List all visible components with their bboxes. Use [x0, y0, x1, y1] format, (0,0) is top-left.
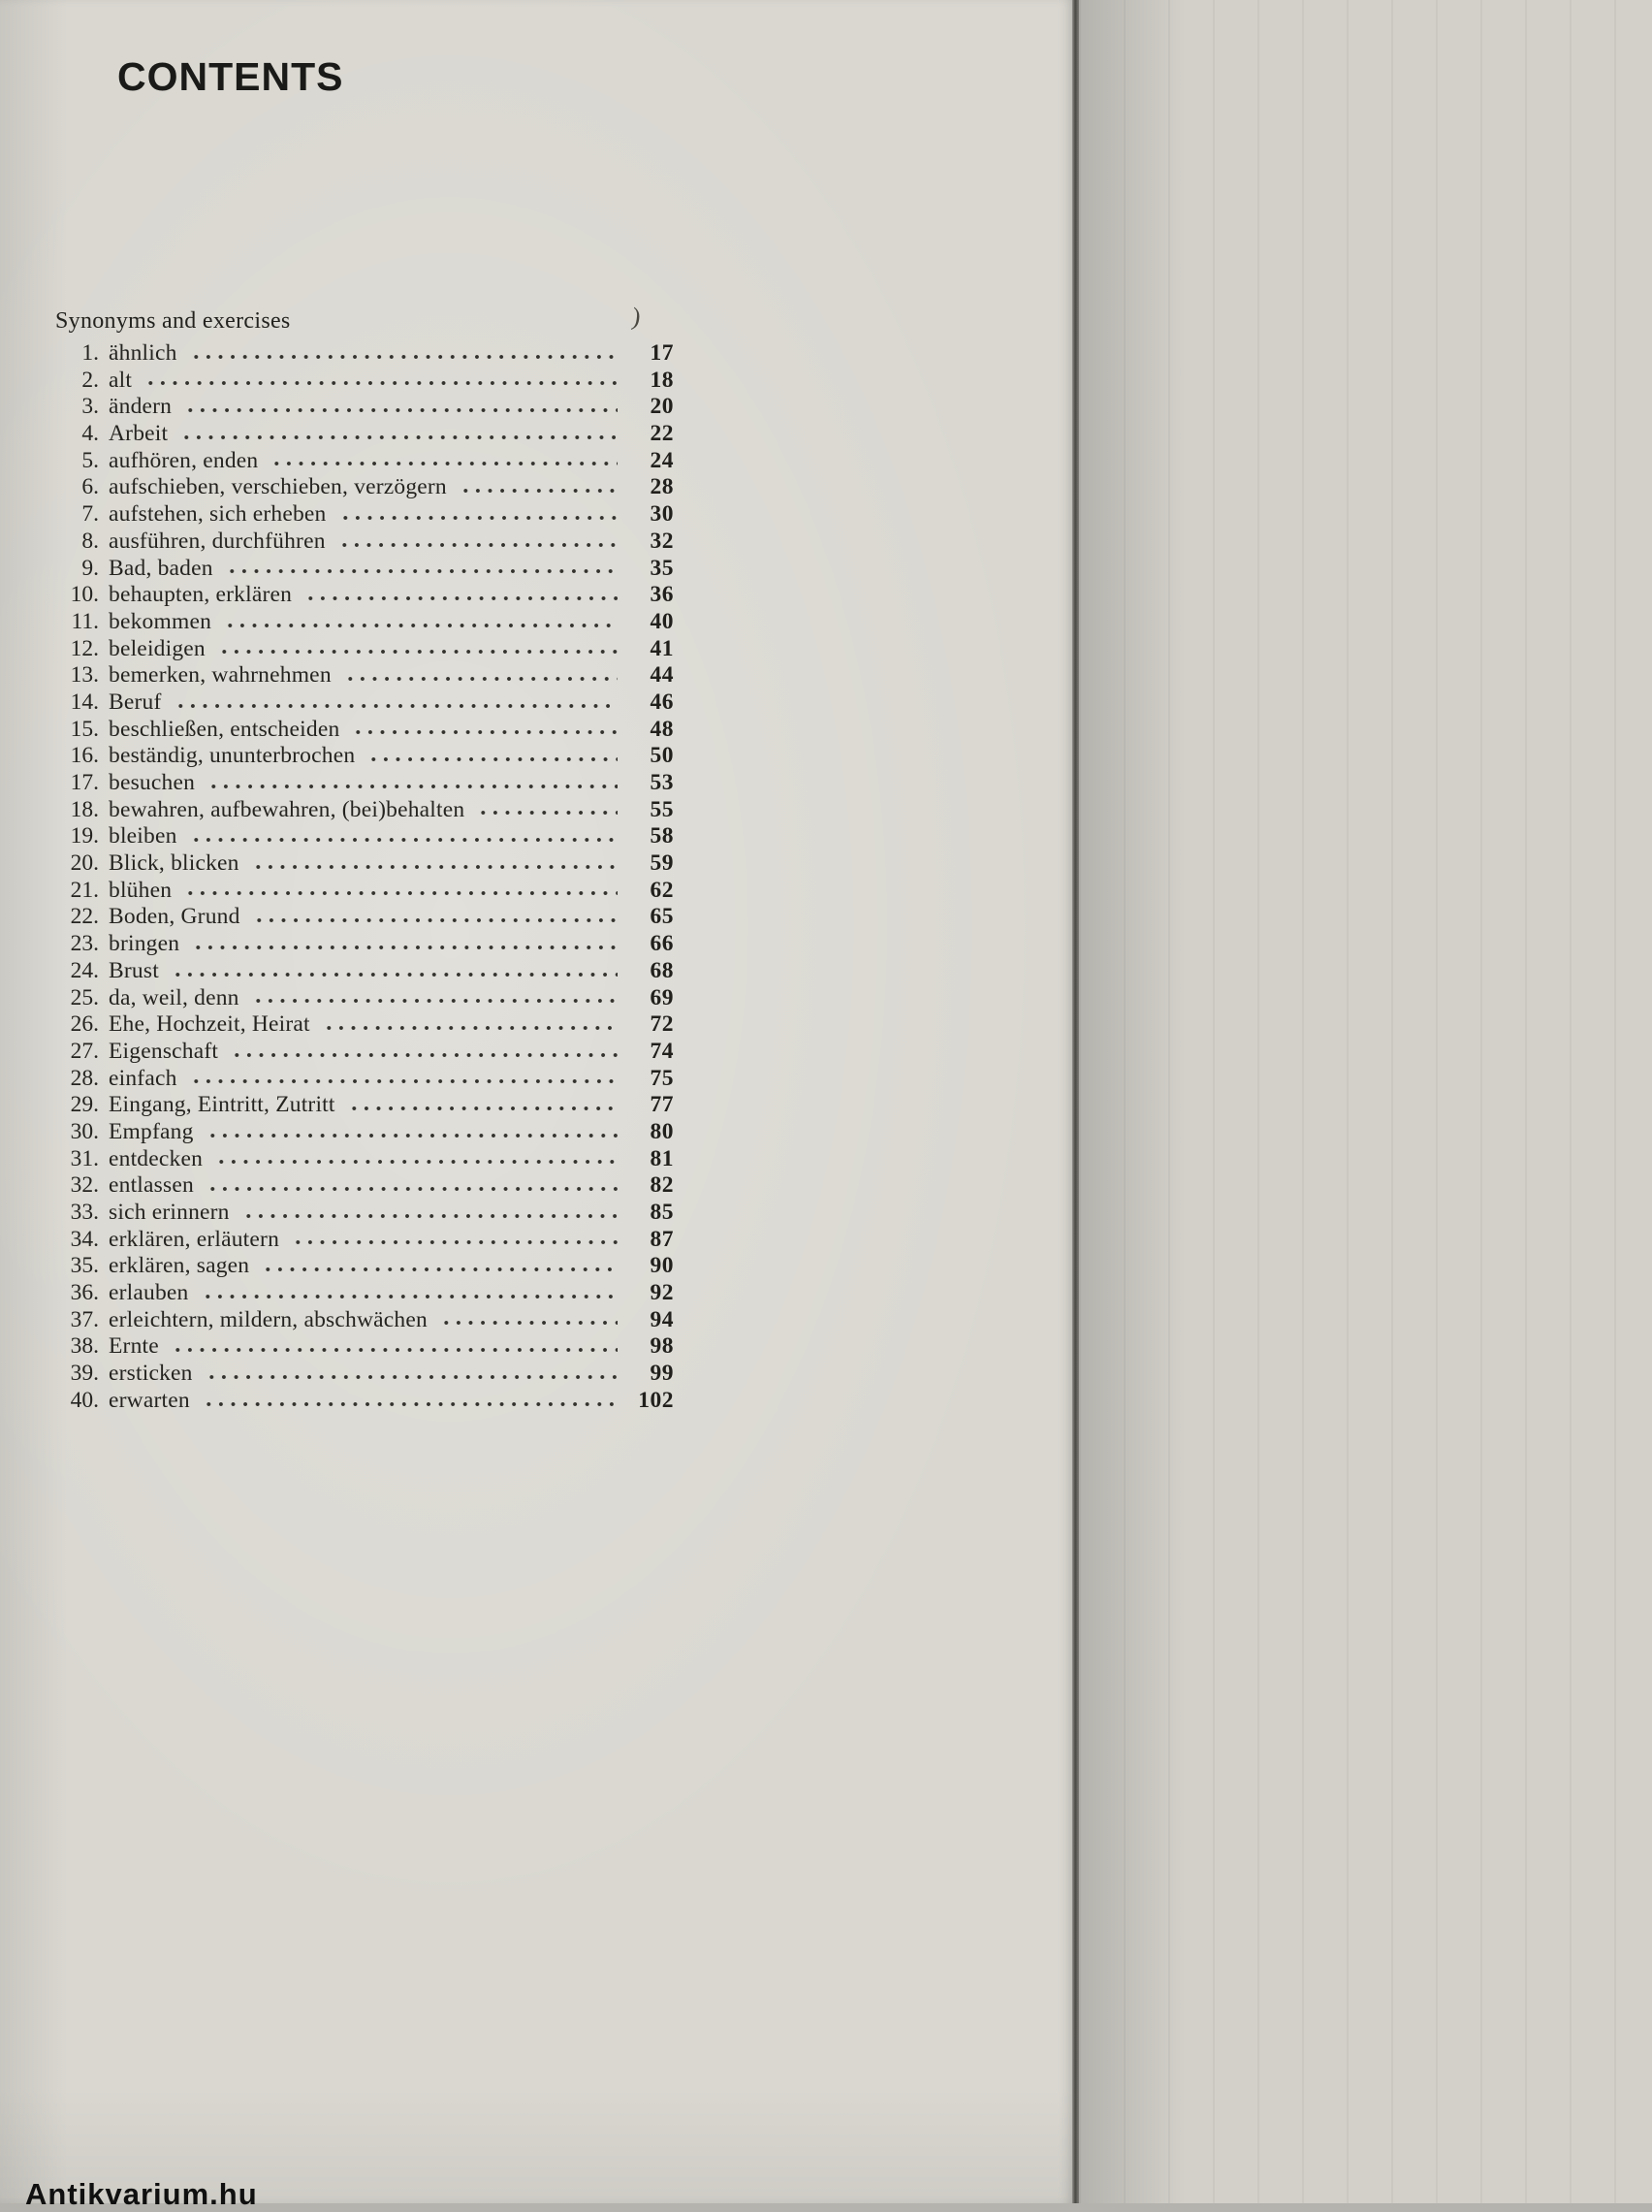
toc-item-label: Eigenschaft — [109, 1038, 219, 1064]
toc-item-page: 40 — [650, 608, 674, 634]
leader-dots — [170, 1333, 618, 1361]
toc-item-number: 21. — [70, 877, 99, 903]
toc-item-label: erwarten — [109, 1387, 190, 1413]
toc-item-page: 65 — [650, 904, 674, 930]
toc-item-number: 40. — [70, 1387, 99, 1413]
toc-item-number: 18. — [70, 796, 99, 822]
toc-item-number: 28. — [70, 1065, 99, 1091]
toc-item-page: 50 — [650, 743, 674, 769]
toc-item-page: 22 — [650, 421, 674, 447]
toc-item-label: ähnlich — [109, 340, 177, 366]
toc-item-page: 75 — [650, 1065, 674, 1091]
toc-item-number: 32. — [70, 1172, 99, 1199]
adjacent-page-area — [1079, 0, 1652, 2203]
toc-row — [55, 1227, 674, 1254]
toc-item-label: ändern — [109, 394, 173, 420]
leader-dots — [251, 904, 618, 931]
toc-row — [55, 1388, 674, 1415]
toc-item-page: 69 — [650, 984, 674, 1010]
leader-dots — [205, 1172, 618, 1200]
toc-item-page: 98 — [650, 1333, 674, 1360]
toc-row — [55, 1039, 674, 1066]
leader-dots — [216, 636, 618, 663]
toc-row — [55, 958, 674, 985]
leader-dots — [222, 609, 618, 636]
toc-row — [55, 1092, 674, 1119]
toc-item-page: 62 — [650, 877, 674, 903]
toc-row — [55, 1280, 674, 1307]
toc-row — [55, 421, 674, 448]
toc-row — [55, 474, 674, 501]
toc-row — [55, 556, 674, 583]
toc-row — [55, 340, 674, 368]
toc-row — [55, 1361, 674, 1388]
toc-item-label: entlassen — [109, 1172, 194, 1199]
toc-item-page: 87 — [650, 1226, 674, 1252]
toc-item-label: ausführen, durchführen — [109, 528, 326, 554]
toc-row — [55, 850, 674, 878]
table-of-contents — [55, 340, 674, 1415]
toc-item-label: Blick, blicken — [109, 850, 239, 877]
toc-row — [55, 1333, 674, 1361]
toc-item-number: 39. — [70, 1361, 99, 1387]
toc-item-number: 38. — [70, 1333, 99, 1360]
leader-dots — [365, 743, 618, 770]
toc-item-number: 16. — [70, 743, 99, 769]
leader-dots — [336, 529, 618, 556]
toc-row — [55, 823, 674, 850]
leader-dots — [200, 1280, 619, 1307]
toc-item-page: 59 — [650, 850, 674, 877]
toc-item-page: 28 — [650, 474, 674, 500]
toc-item-page: 102 — [638, 1387, 674, 1413]
toc-item-number: 23. — [70, 931, 99, 957]
leader-dots — [206, 770, 618, 797]
toc-item-number: 15. — [70, 716, 99, 742]
page-edge-line — [1072, 0, 1079, 2203]
toc-row — [55, 636, 674, 663]
toc-row — [55, 368, 674, 395]
toc-item-label: erlauben — [109, 1280, 189, 1306]
toc-item-page: 92 — [650, 1280, 674, 1306]
toc-item-label: alt — [109, 367, 133, 393]
leader-dots — [337, 501, 619, 529]
toc-item-label: erleichtern, mildern, abschwächen — [109, 1306, 428, 1332]
toc-item-number: 2. — [81, 367, 99, 393]
toc-row — [55, 717, 674, 744]
toc-item-label: Ernte — [109, 1333, 159, 1360]
leader-dots — [438, 1307, 618, 1334]
toc-item-label: Empfang — [109, 1118, 194, 1144]
toc-row — [55, 689, 674, 717]
toc-row — [55, 1066, 674, 1093]
toc-item-label: beständig, ununterbrochen — [109, 743, 356, 769]
toc-item-page: 55 — [650, 796, 674, 822]
toc-row — [55, 931, 674, 958]
leader-dots — [350, 717, 618, 744]
toc-item-page: 24 — [650, 447, 674, 473]
toc-item-label: besuchen — [109, 770, 196, 795]
toc-item-page: 41 — [650, 635, 674, 661]
leader-dots — [321, 1011, 618, 1039]
toc-row — [55, 1119, 674, 1146]
leader-dots — [346, 1092, 618, 1119]
leader-dots — [269, 448, 618, 475]
toc-item-label: Arbeit — [109, 421, 169, 447]
toc-item-number: 10. — [70, 582, 99, 608]
toc-item-number: 36. — [70, 1280, 99, 1306]
leader-dots — [188, 823, 618, 850]
leader-dots — [240, 1200, 618, 1227]
toc-item-page: 48 — [650, 716, 674, 742]
toc-item-label: sich erinnern — [109, 1200, 230, 1225]
toc-item-number: 34. — [70, 1226, 99, 1252]
toc-item-page: 85 — [650, 1200, 674, 1225]
toc-item-label: Boden, Grund — [109, 904, 240, 930]
toc-item-page: 94 — [650, 1306, 674, 1332]
toc-item-label: Ehe, Hochzeit, Heirat — [109, 1011, 310, 1038]
toc-item-page: 36 — [650, 582, 674, 608]
toc-row — [55, 770, 674, 797]
toc-item-page: 82 — [650, 1172, 674, 1199]
toc-item-page: 18 — [650, 367, 674, 393]
toc-row — [55, 904, 674, 931]
toc-item-page: 35 — [650, 555, 674, 581]
toc-item-page: 90 — [650, 1253, 674, 1279]
toc-item-label: einfach — [109, 1065, 177, 1091]
toc-item-label: erklären, sagen — [109, 1253, 250, 1279]
toc-item-number: 14. — [70, 689, 99, 715]
toc-item-page: 68 — [650, 957, 674, 983]
toc-item-label: erklären, erläutern — [109, 1226, 280, 1252]
toc-item-label: beleidigen — [109, 635, 206, 661]
toc-item-page: 81 — [650, 1145, 674, 1171]
toc-row — [55, 1253, 674, 1280]
toc-item-label: behaupten, erklären — [109, 582, 293, 608]
toc-item-label: aufhören, enden — [109, 447, 259, 473]
toc-item-number: 20. — [70, 850, 99, 877]
toc-item-number: 30. — [70, 1118, 99, 1144]
toc-item-label: bemerken, wahrnehmen — [109, 662, 332, 689]
toc-item-number: 12. — [70, 635, 99, 661]
toc-item-number: 37. — [70, 1306, 99, 1332]
toc-row — [55, 1307, 674, 1334]
toc-item-label: blühen — [109, 877, 173, 903]
leader-dots — [190, 931, 618, 958]
toc-row — [55, 529, 674, 556]
toc-item-number: 25. — [70, 984, 99, 1010]
toc-item-label: da, weil, denn — [109, 984, 239, 1010]
toc-item-number: 31. — [70, 1145, 99, 1171]
toc-row — [55, 1172, 674, 1200]
toc-row — [55, 743, 674, 770]
toc-item-page: 99 — [650, 1361, 674, 1387]
leader-dots — [224, 556, 618, 583]
toc-row — [55, 609, 674, 636]
toc-item-label: Brust — [109, 957, 159, 983]
watermark: Antikvarium.hu — [25, 2177, 258, 2211]
toc-item-number: 22. — [70, 904, 99, 930]
leader-dots — [204, 1361, 618, 1388]
toc-item-page: 53 — [650, 770, 674, 795]
toc-item-page: 72 — [650, 1011, 674, 1038]
toc-item-number: 17. — [70, 770, 99, 795]
toc-item-label: bekommen — [109, 608, 212, 634]
toc-item-number: 24. — [70, 957, 99, 983]
toc-item-number: 4. — [81, 421, 99, 447]
toc-item-page: 44 — [650, 662, 674, 689]
leader-dots — [250, 985, 618, 1012]
leader-dots — [290, 1227, 618, 1254]
toc-row — [55, 1146, 674, 1173]
toc-row — [55, 662, 674, 689]
toc-item-page: 77 — [650, 1092, 674, 1118]
leader-dots — [178, 421, 618, 448]
leader-dots — [182, 394, 618, 421]
section-heading: Synonyms and exercises — [55, 308, 291, 334]
leader-dots — [260, 1253, 618, 1280]
leader-dots — [188, 1066, 618, 1093]
leader-dots — [458, 474, 618, 501]
leader-dots — [205, 1119, 618, 1146]
leader-dots — [182, 878, 618, 905]
toc-item-page: 58 — [650, 823, 674, 850]
toc-item-number: 35. — [70, 1253, 99, 1279]
toc-item-page: 20 — [650, 394, 674, 420]
leader-dots — [250, 850, 618, 878]
toc-row — [55, 1200, 674, 1227]
toc-item-label: aufstehen, sich erheben — [109, 501, 327, 528]
toc-item-number: 19. — [70, 823, 99, 850]
toc-item-label: Beruf — [109, 689, 162, 715]
toc-row — [55, 448, 674, 475]
toc-item-number: 8. — [81, 528, 99, 554]
page-title: CONTENTS — [117, 54, 344, 99]
leader-dots — [229, 1039, 618, 1066]
toc-item-label: bewahren, aufbewahren, (bei)behalten — [109, 796, 465, 822]
toc-item-number: 33. — [70, 1200, 99, 1225]
toc-item-page: 74 — [650, 1038, 674, 1064]
toc-row — [55, 985, 674, 1012]
leader-dots — [213, 1146, 618, 1173]
toc-item-number: 27. — [70, 1038, 99, 1064]
toc-item-label: beschließen, entscheiden — [109, 716, 340, 742]
toc-item-label: Bad, baden — [109, 555, 213, 581]
toc-row — [55, 582, 674, 609]
leader-dots — [475, 797, 618, 824]
toc-item-label: Eingang, Eintritt, Zutritt — [109, 1092, 335, 1118]
toc-item-page: 30 — [650, 501, 674, 528]
toc-item-number: 13. — [70, 662, 99, 689]
leader-dots — [201, 1388, 618, 1415]
toc-item-number: 1. — [81, 340, 99, 366]
toc-item-page: 17 — [650, 340, 674, 366]
toc-item-number: 29. — [70, 1092, 99, 1118]
toc-item-number: 6. — [81, 474, 99, 500]
toc-row — [55, 878, 674, 905]
leader-dots — [342, 662, 618, 689]
scan-artifact-mark: ) — [630, 302, 643, 332]
leader-dots — [170, 958, 618, 985]
toc-item-page: 66 — [650, 931, 674, 957]
toc-item-number: 5. — [81, 447, 99, 473]
leader-dots — [188, 340, 618, 368]
toc-item-page: 46 — [650, 689, 674, 715]
toc-item-number: 9. — [81, 555, 99, 581]
toc-row — [55, 797, 674, 824]
toc-item-label: aufschieben, verschieben, verzögern — [109, 474, 447, 500]
toc-item-page: 32 — [650, 528, 674, 554]
toc-item-page: 80 — [650, 1118, 674, 1144]
toc-item-number: 26. — [70, 1011, 99, 1038]
toc-item-number: 11. — [71, 608, 99, 634]
toc-row — [55, 1011, 674, 1039]
toc-item-number: 7. — [81, 501, 99, 528]
toc-row — [55, 501, 674, 529]
leader-dots — [173, 689, 618, 717]
toc-item-number: 3. — [81, 394, 99, 420]
toc-item-label: ersticken — [109, 1361, 193, 1387]
leader-dots — [143, 368, 618, 395]
toc-item-label: bleiben — [109, 823, 177, 850]
toc-item-label: bringen — [109, 931, 180, 957]
toc-row — [55, 394, 674, 421]
leader-dots — [302, 582, 618, 609]
toc-item-label: entdecken — [109, 1145, 204, 1171]
